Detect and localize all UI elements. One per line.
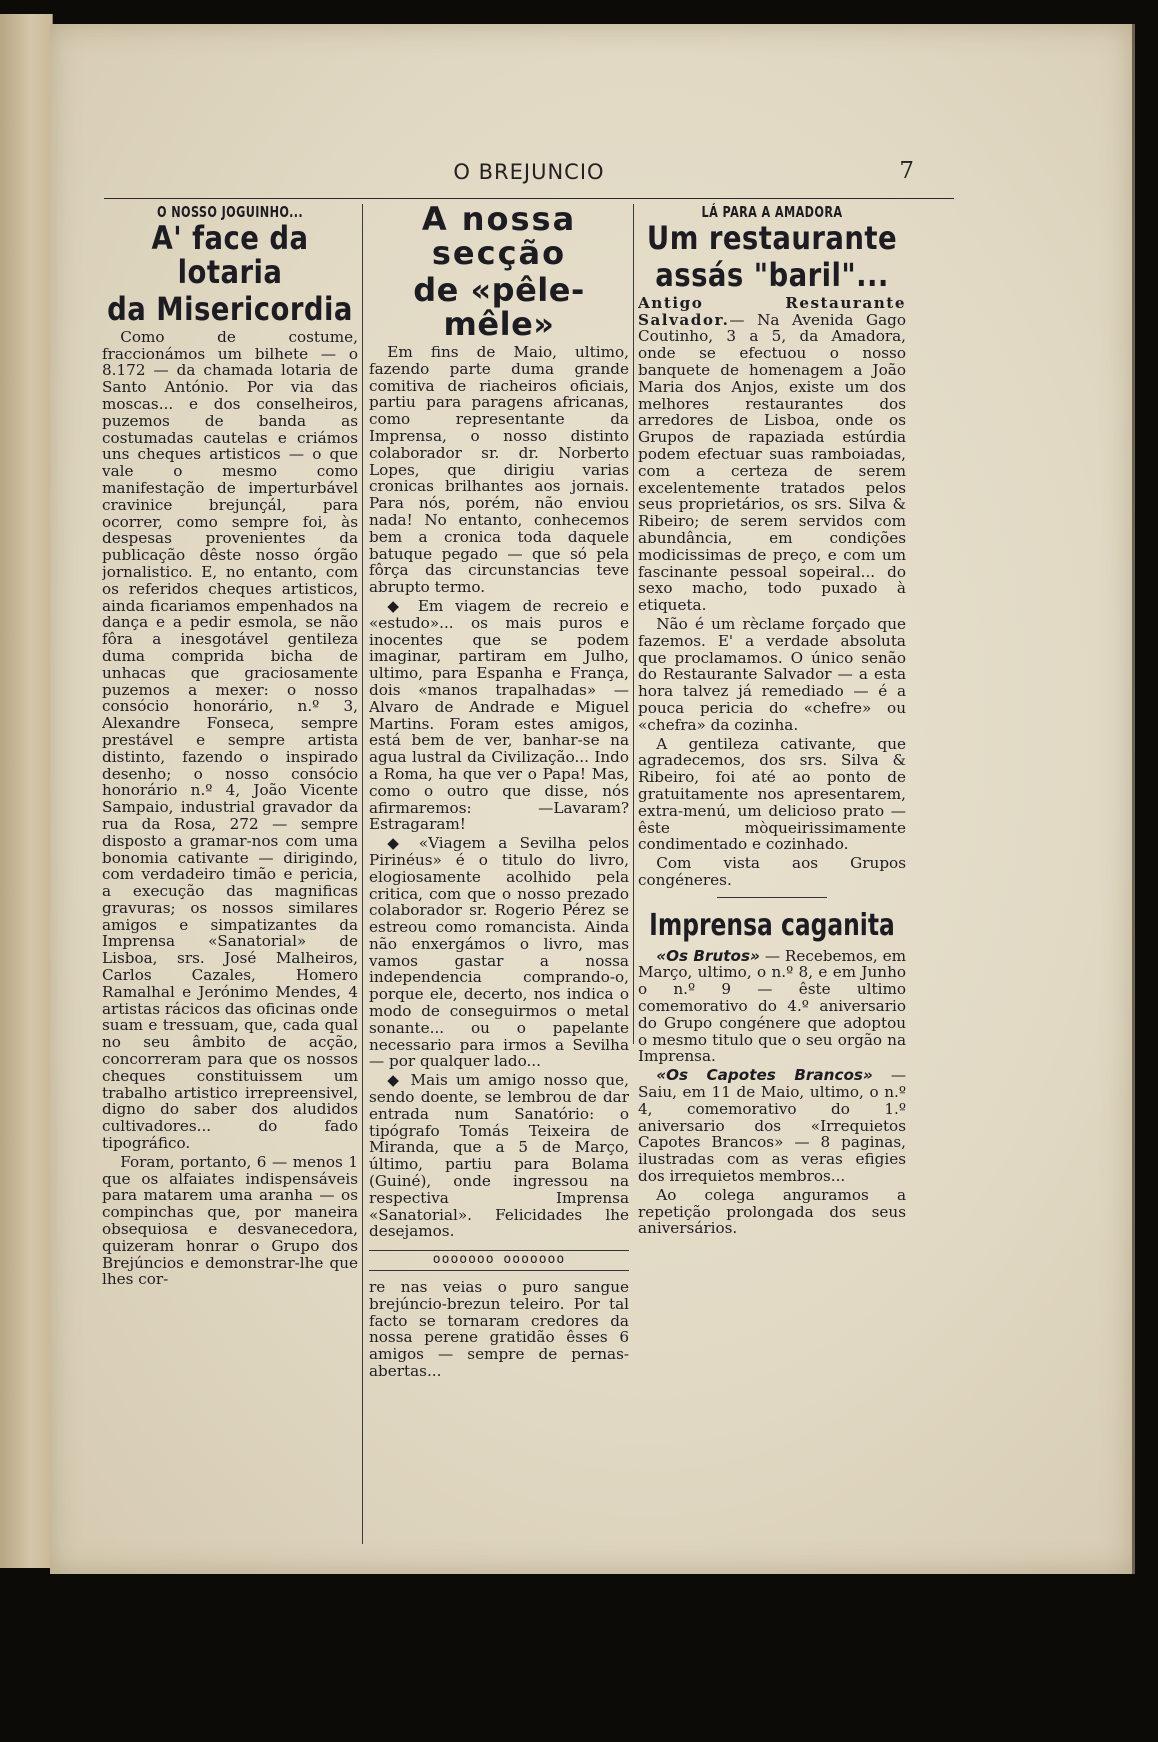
diamond-bullet-icon: ◆ [387, 834, 407, 853]
column-middle [369, 202, 629, 1742]
item1-text: — Recebemos, em Março, ultimo, o n.º 8, e em Junho o n.º 9 — êste ultimo comemorativo do 4.º aniversario do Grupo congénere que adoptou o mesmo titulo que o seu orgão na Imprensa. [638, 946, 906, 1066]
column-right [638, 202, 906, 1742]
publication-title: O BREJUNCIO [453, 160, 605, 184]
article2-paragraph: Mais um amigo nosso que, sendo doente, se lembrou de dar entrada num Sanatório: o tipógrafo Tomás Teixeira de Miranda, que a 5 de Março, último, partiu para Bolama (Guiné), onde ingressou na respectiva Imprensa «Sanatorial». Felicidades lhe desejamos. [369, 1071, 629, 1241]
section-divider [717, 897, 827, 898]
column-left [102, 202, 358, 1742]
article3-paragraph: — Na Avenida Gago Coutinho, 3 a 5, da Amadora, onde se efectuou o nosso banquete de homenagem a João Maria dos Anjos, existe um dos melhores restaurantes dos arredores de Lisboa, onde os Grupos de rapaziada estúrdia podem efectuar suas ramboiadas, com a certeza de serem excelentemente tratados pelos seus proprietários, os srs. Silva & Ribeiro; de serem servidos com abundância, em condições modicissimas de preço, e com um fascinante pessoal sopeiral... do sexo macho, todo puxado à etiqueta. [638, 310, 906, 615]
article2-paragraph: «Viagem a Sevilha pelos Pirinéus» é o titulo do livro, elogiosamente acolhido pela critica, com que o nosso prezado colaborador sr. Rogerio Pérez se estreou como romancista. Ainda não enxergámos o livro, mas vamos gastar a nossa independencia comprando-o, porque ele, decerto, nos indica o modo de conseguirmos o metal sonante... ou o papelante necessario para irmos a Sevilha — por qualquer lado... [369, 834, 629, 1071]
article1-kicker: O NOSSO JOGUINHO... [156, 203, 304, 221]
article2-headline-line2: de «pêle-mêle» [413, 271, 585, 343]
article2-headline-line1: A nossa secção [421, 202, 577, 272]
running-header [104, 158, 954, 199]
article1-paragraph: Como de costume, fraccionámos um bilhete — o 8.172 — da chamada lotaria de Santo António. Por via das moscas... e dos conselheiros, puzemos de banda as costumadas cautelas e criámos uns cheques artisticos — o que vale o mesmo como manifestação de imperturbável cravinice brejunçál, para ocorrer, como sempre foi, às despesas provenientes da publicação dêste nosso órgão jornalistico. E, no entanto, com os referidos cheques artisticos, ainda ficariamos empenhados na dança e a pedir esmola, se não fôra a inesgotável gentileza duma comprida bicha de unhacas que graciosamente puzemos a mexer: o nosso consócio honorário, n.º 3, Alexandre Fonseca, sempre prestável e sempre artista distinto, fazendo o inspirado desenho; o nosso consócio honorário n.º 4, João Vicente Sampaio, industrial gravador da rua da Rosa, 272 — sempre disposto a gramar-nos com uma bonomia cativante — dirigindo, com verdadeiro timão e pericia, a execução das magnificas gravuras; os nossos similares amigos e simpatizantes da Imprensa «Sanatorial» de Lisboa, srs. José Malheiros, Carlos Cazales, Homero Ramalhal e Jerónimo Mendes, 4 artistas rácicos das oficinas onde suam e tressuam, que, cada qual no seu âmbito de acção, concorreram para que os nossos cheques constituissem um trabalho artistico irrepreensivel, digno do saber dos aludidos cultivadores... do fado tipográfico. [102, 327, 358, 1153]
article1-headline-line2: da Misericordia [107, 289, 353, 328]
item3-text: Ao colega anguramos a repetição prolongada dos seus aniversários. [638, 1185, 906, 1238]
article3-kicker: LÁ PARA A AMADORA [701, 203, 843, 221]
article3-headline-line1: Um restaurante [646, 218, 898, 257]
article3-headline-line2: assás "baril"... [655, 255, 889, 294]
article2-paragraph: Em viagem de recreio e «estudo»... os mais puros e inocentes que se podem imaginar, partiram em Julho, ultimo, para Espanha e França, dois «manos trapalhadas» — Alvaro de Andrade e Miguel Martins. Foram estes amigos, está bem de ver, banhar-se na agua lustral da Civilização... Indo a Roma, ha que ver o Papa! Mas, como o outro que disse, nós afirmaremos: —Lavaram? Estragaram! [369, 596, 629, 834]
item2-title: «Os Capotes Brancos» [656, 1066, 873, 1085]
article1-headline-line1: A' face da lotaria [151, 218, 309, 291]
column-rule [362, 204, 363, 1544]
article1-paragraph: Foram, portanto, 6 — menos 1 que os alfaiates indispensáveis para matarem uma aranha — os compinchas que, por maneira obsequiosa e desvanecedora, quizeram honrar o Grupo dos Brejúncios e demonstrar-lhe que lhes cor- [102, 1152, 358, 1289]
previous-page-edge [0, 14, 53, 1568]
page-number: 7 [899, 158, 914, 184]
article3-paragraph: Não é um rèclame forçado que fazemos. E' a verdade absoluta que proclamamos. O único senão do Restaurante Salvador — a esta hora talvez já remediado — é a pouca pericia do «chefre» ou «chefra» da cozinha. [638, 614, 906, 734]
restaurant-name: Antigo Restaurante Salvador. [638, 293, 906, 329]
article3-paragraph: A gentileza cativante, que agradecemos, dos srs. Silva & Ribeiro, foi até ao ponto de gratuitamente nos apresentarem, extra-menú, um delicioso prato — êste mòqueirissimamente condimentado e cozinhado. [638, 734, 906, 854]
item1-title: «Os Brutos» [656, 946, 760, 965]
article3-paragraph: Com vista aos Grupos congéneres. [638, 854, 906, 889]
page-edge-shadow [1132, 24, 1135, 1574]
article2-paragraph: Em fins de Maio, ultimo, fazendo parte duma grande comitiva de riacheiros oficiais, partiu para paragens africanas, como representante da Imprensa, o nosso distinto colaborador sr. dr. Norberto Lopes, que dirigiu varias cronicas brilhantes aos jornais. Para nós, porém, não enviou nada! No entanto, conhecemos bem a cronica toda daquele batuque pegado — que só pela fôrça das circunstancias teve abrupto termo. [369, 343, 629, 597]
item2-text: — Saiu, em 11 de Maio, ultimo, o n.º 4, comemorativo do 1.º aniversario dos «Irrequietos Capotes Brancos» — 8 paginas, ilustradas com as veras efigies dos irrequietos membros... [638, 1066, 906, 1186]
article4-headline: Imprensa caganita [649, 907, 895, 943]
column-rule [633, 204, 634, 1044]
diamond-bullet-icon: ◆ [387, 596, 406, 615]
diamond-bullet-icon: ◆ [387, 1071, 403, 1090]
ornamental-divider: ooooooo ooooooo [369, 1250, 629, 1271]
article1-continuation: re nas veias o puro sangue brejúncio-brezun teleiro. Por tal facto se tornaram credores da nossa perene gratidão êsses 6 amigos — sempre de pernas-abertas... [369, 1278, 629, 1381]
newspaper-page [50, 24, 1132, 1574]
